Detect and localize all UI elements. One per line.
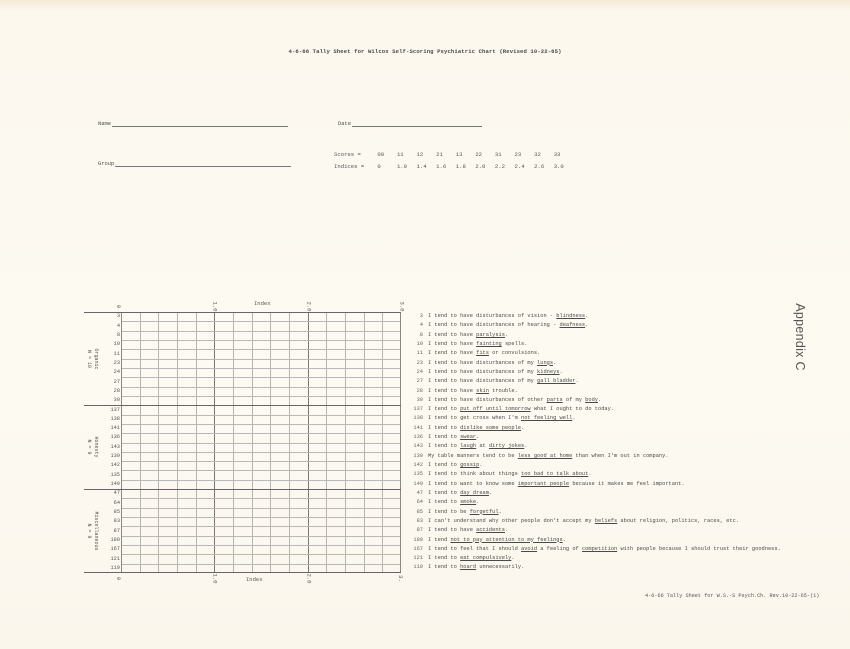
group-separator [84, 405, 401, 406]
item-text-segment: of my [562, 396, 586, 403]
item-text-segment: I tend to have [428, 340, 477, 347]
item-text [428, 498, 479, 507]
item-underlined-keyword: blindness [556, 313, 586, 319]
index-tick: 0 [115, 576, 123, 581]
scores-row [334, 151, 573, 158]
item-text [428, 545, 781, 554]
item-underlined-keyword: laugh [460, 443, 477, 450]
item-underlined-keyword: less good at home [517, 452, 573, 459]
item-underlined-keyword: skin [476, 387, 489, 394]
item-text-segment: . [559, 368, 563, 375]
row-label: 83 [113, 518, 120, 525]
row-label: 28 [113, 387, 120, 394]
item-text [428, 563, 524, 572]
item-underlined-keyword: competition [581, 545, 618, 552]
item-text-segment: . [585, 313, 589, 319]
item-number: 8 [419, 331, 423, 338]
list-item [407, 536, 781, 545]
item-underlined-keyword: kidneys [537, 368, 560, 375]
grid-row-line [122, 443, 400, 444]
scores-value: 22 [475, 151, 483, 158]
item-text-segment: . [572, 415, 576, 422]
item-text [428, 405, 614, 414]
list-item [407, 312, 781, 321]
scores-value: 23 [514, 151, 522, 158]
indices-value: 3.0 [553, 163, 564, 170]
indices-label: Indices = [334, 163, 365, 170]
grid-row-line [122, 554, 400, 555]
row-label: 121 [110, 555, 120, 562]
item-text [428, 489, 492, 498]
item-text [428, 331, 508, 340]
item-underlined-keyword: not to pay attention to my feelings [450, 536, 563, 543]
grid-row-line [122, 415, 400, 416]
item-text [428, 414, 576, 423]
index-tick: 1.0 [211, 573, 219, 584]
item-underlined-keyword: dirty jokes [488, 443, 525, 450]
item-underlined-keyword: paralysis [476, 331, 505, 338]
item-number: 137 [413, 406, 423, 413]
scores-value: 33 [553, 151, 561, 158]
tally-grid[interactable] [121, 312, 401, 573]
item-number: 10 [416, 340, 423, 347]
grid-row-line [122, 377, 400, 378]
appendix-label: Appendix C [793, 303, 807, 371]
item-text [428, 452, 669, 461]
row-label: 8 [116, 331, 120, 338]
group-separator [84, 489, 401, 490]
item-number: 139 [413, 452, 423, 459]
item-text-segment: at [476, 443, 489, 450]
item-underlined-keyword: forgetful [469, 508, 499, 515]
row-label: 27 [113, 378, 120, 385]
group-separator [84, 572, 401, 573]
item-text-segment: I tend to get cross when I'm [428, 415, 521, 422]
item-number: 11 [416, 350, 423, 357]
tally-chart [84, 300, 414, 590]
item-underlined-keyword: gossip [460, 462, 480, 468]
item-text-segment: I tend to have disturbances of my [428, 359, 538, 366]
item-underlined-keyword: hoard [460, 564, 477, 571]
indices-value: 1.6 [436, 163, 447, 170]
row-label: 85 [113, 509, 120, 516]
name-line[interactable] [112, 120, 288, 127]
item-number: 30 [416, 396, 423, 403]
item-text [428, 312, 588, 321]
item-text-segment: . [511, 555, 515, 562]
grid-row-line [122, 368, 400, 369]
item-underlined-keyword: dislike some people [460, 424, 522, 431]
grid-row-line [122, 321, 400, 322]
group-field[interactable] [98, 160, 291, 167]
item-text-segment: . [521, 424, 525, 431]
item-underlined-keyword: fits [476, 350, 489, 357]
item-text-segment: I tend to have disturbances of my [428, 378, 538, 385]
list-item [407, 442, 781, 451]
item-number: 121 [413, 555, 423, 562]
row-label: 87 [113, 527, 120, 534]
row-label: 11 [113, 350, 120, 357]
item-text [428, 526, 508, 535]
item-text [428, 554, 515, 563]
group-label-miscellaneous [85, 501, 99, 561]
grid-row-line [122, 349, 400, 350]
name-label: Name [98, 121, 111, 127]
item-text [428, 470, 592, 479]
group-name: Honesty [93, 436, 99, 458]
grid-row-line [122, 387, 400, 388]
item-number: 138 [413, 415, 423, 422]
item-text [428, 442, 527, 451]
item-text [428, 321, 588, 330]
group-line[interactable] [115, 160, 291, 167]
row-label: 143 [110, 443, 120, 450]
item-text-segment: . [588, 471, 592, 478]
grid-row-line [122, 498, 400, 499]
item-text [428, 461, 483, 470]
row-label: 180 [110, 537, 120, 543]
grid-row-line [122, 461, 400, 462]
row-label: 167 [110, 546, 120, 553]
item-underlined-keyword: beliefs [594, 517, 618, 524]
list-item [407, 387, 781, 396]
list-item [407, 517, 781, 526]
item-text-segment: I tend to [428, 406, 461, 413]
item-text-segment: I tend to [428, 424, 461, 431]
row-label: 139 [110, 453, 120, 460]
item-number: 135 [413, 471, 423, 478]
list-item [407, 368, 781, 377]
item-number: 136 [413, 434, 423, 441]
item-text-segment: . [498, 508, 502, 515]
item-text-segment: I can't understand why other people don't accept my [428, 517, 595, 524]
item-text-segment: I tend to have disturbances of vision - [428, 313, 557, 319]
index-tick: 2.0 [305, 301, 313, 312]
list-item [407, 489, 781, 498]
item-number: 27 [416, 378, 423, 385]
item-underlined-keyword: lungs [537, 359, 554, 366]
scores-value: 13 [455, 151, 463, 158]
scores-value: 21 [436, 151, 443, 158]
grid-row-line [122, 433, 400, 434]
item-text-segment: unnecessarily. [476, 564, 525, 571]
item-underlined-keyword: smoke [460, 499, 477, 506]
item-underlined-keyword: eat compulsively [460, 555, 512, 562]
row-label: 142 [110, 462, 120, 469]
item-number: 4 [419, 322, 423, 329]
item-text-segment: . [553, 359, 557, 366]
index-axis-title-top: Index [254, 300, 271, 307]
item-text-segment: . [479, 462, 483, 468]
scores-value: 32 [534, 151, 541, 158]
item-text-segment: I tend to have disturbances of other [428, 396, 547, 403]
item-text-segment: I tend to [428, 564, 461, 571]
grid-row-line [122, 480, 400, 481]
item-text [428, 480, 685, 489]
indices-row [334, 163, 573, 170]
item-text-segment: a feeling of [537, 545, 582, 552]
list-item [407, 340, 781, 349]
item-text-segment: I tend to have [428, 387, 477, 394]
indices-value: 1.8 [455, 163, 466, 170]
indices-value: 1.0 [396, 163, 408, 170]
item-text [428, 433, 479, 442]
list-item [407, 452, 781, 461]
date-line[interactable] [352, 120, 482, 127]
item-text-segment: I tend to [428, 499, 461, 506]
item-underlined-keyword: put off until tomorrow [460, 406, 531, 413]
row-label: 135 [110, 471, 120, 478]
group-count: N = 9 [86, 523, 92, 539]
item-text-segment: I tend to be [428, 508, 470, 515]
item-underlined-keyword: accidents [476, 527, 505, 534]
row-label: 10 [113, 341, 120, 348]
item-number: 23 [416, 359, 423, 366]
indices-value: 2.2 [494, 163, 505, 170]
list-item [407, 359, 781, 368]
item-underlined-keyword: too bad to talk about [521, 471, 589, 478]
list-item [407, 321, 781, 330]
row-label: 30 [113, 397, 120, 404]
index-tick: 1.0 [211, 301, 219, 312]
item-text [428, 396, 601, 405]
document-title: 4-6-66 Tally Sheet for Wilcox Self-Scoring Psychiatric Chart (Revised 10-22-65) [288, 48, 562, 55]
item-text-segment: I tend to have disturbances of my [428, 368, 538, 375]
grid-row-line [122, 452, 400, 453]
row-label: 119 [110, 564, 120, 571]
item-number: 119 [413, 564, 423, 571]
list-item [407, 349, 781, 358]
row-label: 138 [110, 415, 120, 422]
item-text-segment: I tend to [428, 555, 461, 562]
item-text [428, 424, 524, 433]
grid-row-line [122, 331, 400, 332]
item-text [428, 387, 518, 396]
item-text [428, 377, 579, 386]
item-text-segment: . [562, 536, 566, 543]
item-number: 142 [413, 462, 423, 468]
item-underlined-keyword: body [585, 396, 598, 403]
item-text-segment: . [504, 527, 509, 534]
scores-value: 11 [396, 151, 404, 158]
item-text [428, 368, 563, 377]
list-item [407, 331, 781, 340]
row-label: 47 [113, 490, 120, 497]
grid-row-line [122, 545, 400, 546]
item-text-segment: I tend to think about things [428, 471, 521, 478]
item-text-segment: I tend [428, 536, 451, 543]
list-item [407, 405, 781, 414]
indices-value: 2.6 [534, 163, 545, 170]
grid-row-line [122, 359, 400, 360]
item-text-segment: than when I'm out in company. [572, 452, 669, 459]
row-label: 4 [116, 322, 120, 329]
list-item [407, 433, 781, 442]
list-item [407, 563, 781, 572]
item-text-segment: because it makes me feel important. [569, 480, 685, 487]
row-label: 3 [116, 313, 120, 320]
list-item [407, 545, 781, 554]
item-text-segment: I tend to have [428, 527, 477, 534]
grid-row-line [122, 424, 400, 425]
list-item [407, 480, 781, 489]
item-underlined-keyword: day dream [460, 489, 489, 496]
item-underlined-keyword: important people [517, 480, 570, 487]
list-item [407, 526, 781, 535]
grid-row-line [122, 517, 400, 518]
item-text [428, 359, 556, 368]
item-text-segment: My table manners tend to be [428, 452, 518, 459]
item-number: 83 [416, 517, 423, 524]
indices-value: 0 [377, 163, 381, 170]
grid-row-line [122, 396, 400, 397]
index-tick: 3. [396, 575, 404, 582]
item-underlined-keyword: gall bladder [537, 378, 576, 385]
item-text [428, 536, 566, 545]
grid-row-line [122, 340, 400, 341]
index-tick: 0 [115, 304, 123, 309]
item-text-segment: I tend to [428, 434, 461, 441]
item-text-segment: about religion, politics, races, etc. [617, 517, 740, 524]
item-number: 141 [413, 424, 423, 431]
list-item [407, 498, 781, 507]
item-underlined-keyword: avoid [521, 545, 538, 552]
item-underlined-keyword: not feeling well [521, 415, 573, 422]
list-item [407, 377, 781, 386]
row-label: 136 [110, 434, 120, 441]
item-text-segment: trouble. [488, 387, 518, 394]
scores-value: 31 [494, 151, 502, 158]
grid-row-line [122, 564, 400, 565]
index-tick: 2.0 [305, 573, 313, 584]
list-item [407, 396, 781, 405]
list-item [407, 461, 781, 470]
scores-label: Scores = [334, 151, 361, 158]
item-text-segment: . [476, 499, 480, 506]
item-text-segment: I tend to [428, 443, 461, 450]
grid-row-line [122, 526, 400, 527]
footer-reference: 4-6-66 Tally Sheet for W.S.-S Psych.Ch. Rev.10-22-65-(1) [645, 593, 820, 599]
list-item [407, 424, 781, 433]
item-text-segment: spells. [501, 340, 528, 347]
item-text-segment: I tend to have [428, 350, 477, 357]
item-number: 3 [419, 313, 423, 319]
row-label: 64 [113, 499, 120, 506]
scores-value: 00 [377, 151, 385, 158]
grid-row-line [122, 536, 400, 537]
name-field[interactable] [98, 120, 288, 127]
item-text-segment: or convulsions. [488, 350, 541, 357]
item-text-segment: . [597, 396, 602, 403]
item-underlined-keyword: deafness [559, 322, 586, 329]
item-text-segment: . [476, 434, 480, 441]
item-underlined-keyword: swear [460, 434, 477, 441]
date-field[interactable] [338, 120, 482, 127]
item-number: 180 [413, 536, 423, 543]
item-text-segment: I tend to have [428, 331, 477, 338]
item-text-segment: I tend to want to know some [428, 480, 518, 487]
list-item [407, 414, 781, 423]
item-number: 85 [416, 508, 423, 515]
item-number: 87 [416, 527, 423, 534]
item-number: 167 [413, 545, 423, 552]
group-count: N = 9 [86, 439, 92, 455]
group-separator [84, 312, 401, 313]
group-name: Organic [93, 348, 99, 370]
group-label-organic [85, 329, 99, 389]
group-label: Group [98, 161, 115, 167]
item-number: 24 [416, 368, 423, 375]
index-tick: 3.0 [398, 301, 406, 312]
item-underlined-keyword: fainting [476, 340, 502, 347]
item-underlined-keyword: parts [546, 396, 563, 403]
item-text-segment: I tend to have disturbances of hearing - [428, 322, 560, 329]
row-label: 23 [113, 359, 120, 366]
item-number: 143 [413, 443, 423, 450]
date-label: Date [338, 121, 351, 127]
item-number: 28 [416, 387, 423, 394]
item-text-segment: . [504, 331, 509, 338]
item-text [428, 340, 527, 349]
list-item [407, 554, 781, 563]
row-label: 24 [113, 369, 120, 376]
item-list [407, 312, 781, 573]
item-text-segment: I tend to feel that I should [428, 545, 521, 552]
item-text [428, 349, 540, 358]
indices-value: 2.0 [475, 163, 486, 170]
group-count: N = 10 [86, 349, 92, 368]
index-axis-title-bottom: Index [246, 576, 263, 583]
scores-value: 12 [416, 151, 424, 158]
item-text-segment: . [575, 378, 579, 385]
grid-row-line [122, 508, 400, 509]
row-label: 140 [110, 481, 120, 488]
item-text [428, 517, 739, 526]
item-text-segment: . [524, 443, 528, 450]
item-number: 140 [413, 480, 423, 487]
indices-value: 1.4 [416, 163, 427, 170]
item-number: 47 [416, 489, 423, 496]
group-name: Miscellaneous [93, 511, 99, 551]
group-label-honesty [85, 417, 99, 477]
list-item [407, 508, 781, 517]
item-text-segment: . [488, 489, 493, 496]
row-label: 137 [110, 406, 120, 413]
item-text-segment: I tend to [428, 489, 461, 496]
row-label: 141 [110, 425, 120, 432]
list-item [407, 470, 781, 479]
item-text-segment: I tend to [428, 462, 461, 468]
item-text-segment: with people because I should trust their goodness. [617, 545, 781, 552]
item-number: 64 [416, 499, 423, 506]
indices-value: 2.4 [514, 163, 525, 170]
item-text-segment: . [585, 322, 589, 329]
item-text-segment: what I ought to do today. [530, 406, 615, 413]
grid-row-line [122, 470, 400, 471]
item-text [428, 508, 502, 517]
